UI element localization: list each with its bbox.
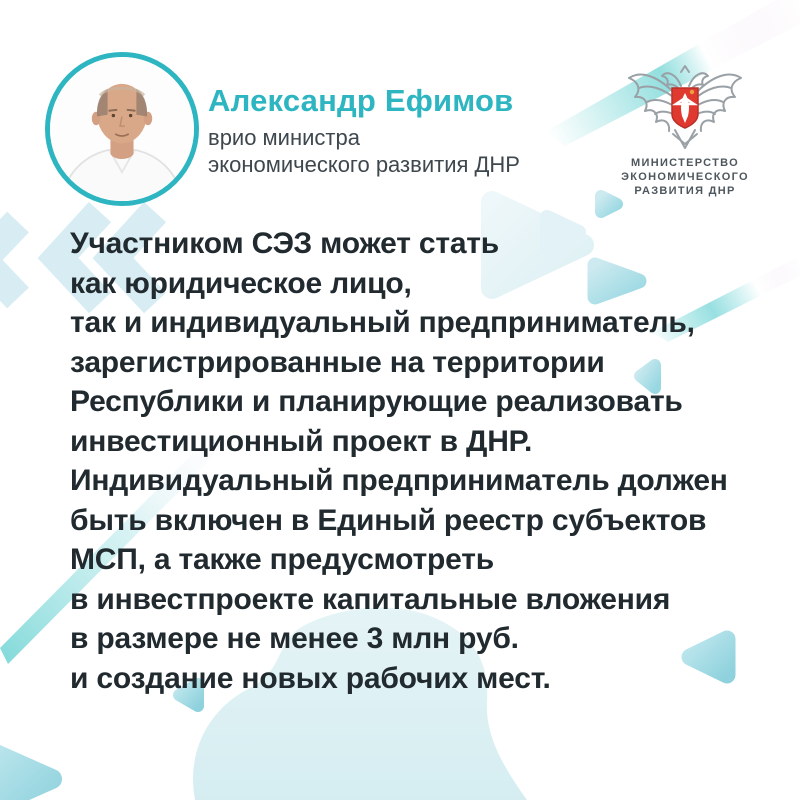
- quote-line: инвестиционный проект в ДНР.: [70, 424, 533, 458]
- quote-line: так и индивидуальный предприниматель,: [70, 306, 695, 339]
- decor-triangle-icon: [601, 196, 617, 212]
- speaker-role-line1: врио министра: [208, 125, 360, 150]
- quote-text: [70, 224, 770, 698]
- ministry-name: [600, 156, 770, 198]
- ministry-name-line3: РАЗВИТИЯ ДНР: [634, 185, 736, 197]
- avatar: [45, 52, 199, 206]
- quote-line: Участником СЭЗ может стать: [70, 227, 500, 260]
- quote-line: как юридическое лицо,: [70, 266, 412, 300]
- quote-line: в инвестпроекте капитальные вложения: [70, 582, 671, 616]
- ministry-emblem-eagle-icon: [623, 56, 747, 152]
- quote-line: Индивидуальный предприниматель должен: [70, 464, 728, 497]
- speaker-role: [208, 124, 520, 178]
- speaker-role-line2: экономического развития ДНР: [208, 152, 520, 177]
- ministry-name-line2: ЭКОНОМИЧЕСКОГО: [621, 171, 749, 183]
- portrait-illustration: [50, 57, 194, 201]
- speaker-name: Александр Ефимов: [208, 83, 514, 118]
- ministry-logo: [600, 56, 770, 198]
- ministry-name-line1: МИНИСТЕРСТВО: [631, 157, 739, 169]
- decor-triangle-icon: [0, 748, 52, 800]
- quote-line: Республики и планирующие реализовать: [70, 385, 683, 418]
- speaker-block: [208, 84, 520, 178]
- quote-line: зарегистрированные на территории: [70, 345, 605, 379]
- quote-line: МСП, а также предусмотреть: [70, 543, 494, 576]
- quote-line: и создание новых рабочих мест.: [70, 661, 551, 695]
- quote-line: в размере не менее 3 млн руб.: [70, 622, 519, 655]
- quote-line: быть включен в Единый реестр субъектов: [70, 503, 707, 537]
